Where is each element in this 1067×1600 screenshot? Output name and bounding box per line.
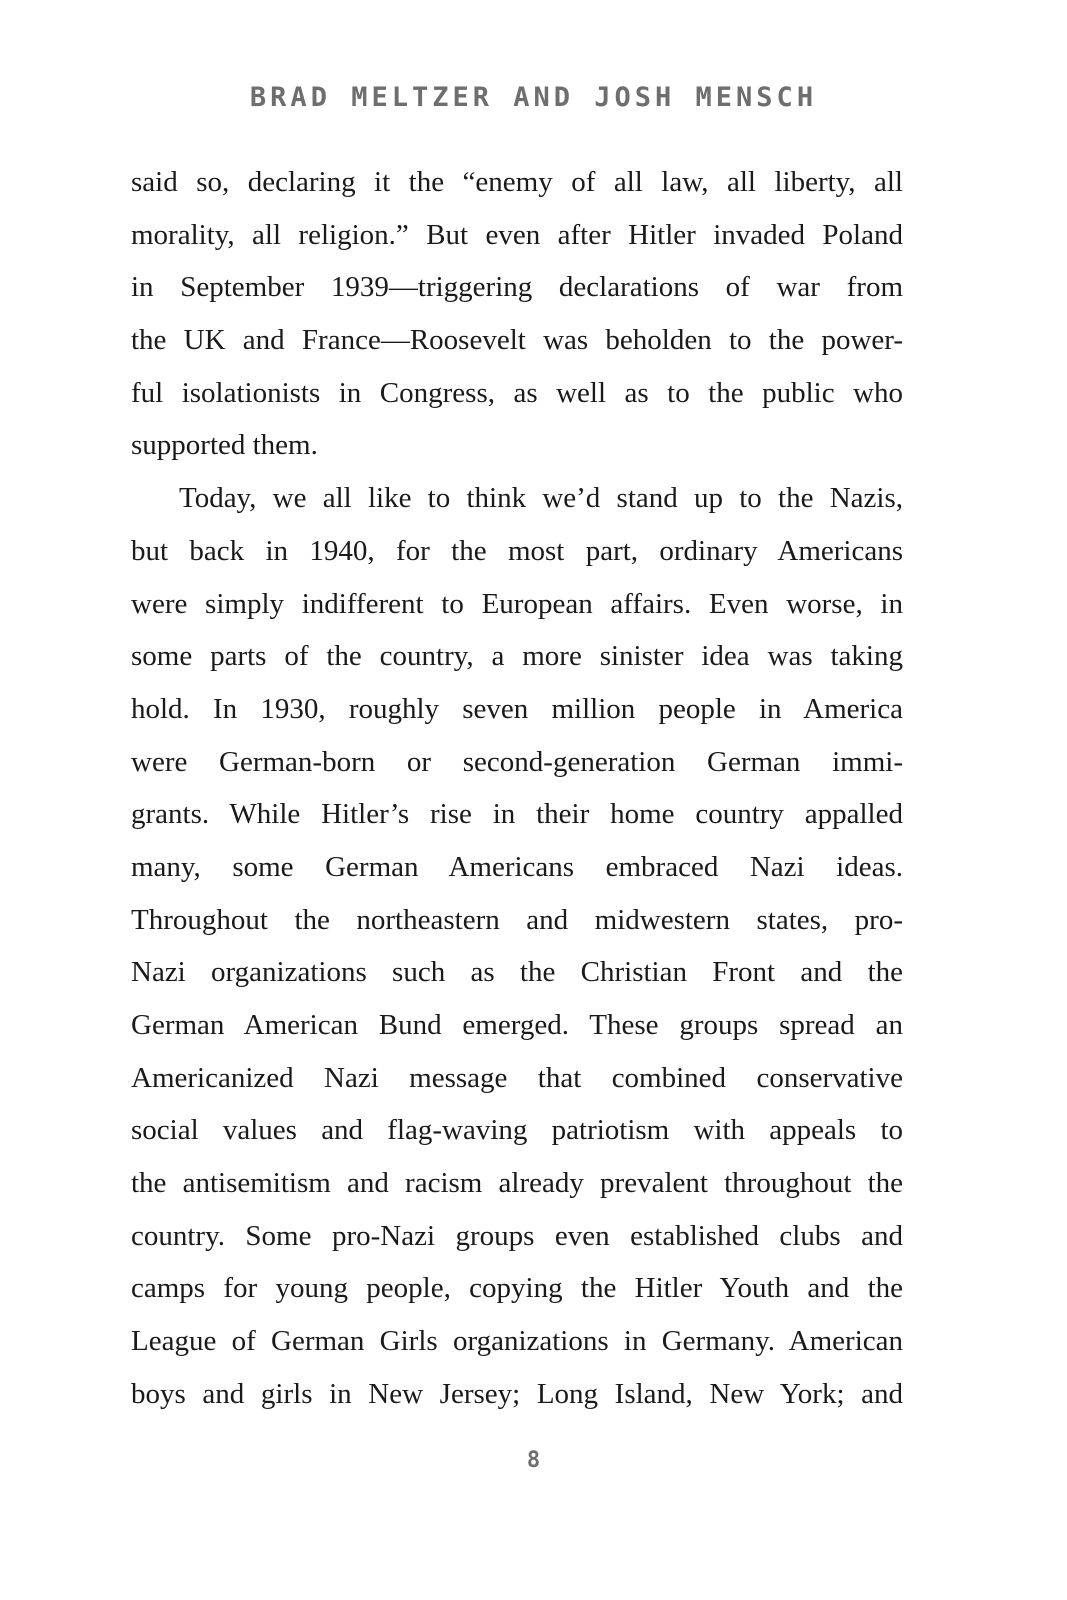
text-line: some parts of the country, a more sinister idea was taking xyxy=(131,640,903,673)
text-line: country. Some pro-Nazi groups even established clubs and xyxy=(131,1219,903,1252)
text-line: grants. While Hitler’s rise in their home country appalled xyxy=(131,798,903,831)
text-line: the antisemitism and racism already prevalent throughout the xyxy=(131,1167,903,1200)
text-line: Americanized Nazi message that combined conservative xyxy=(131,1061,903,1094)
text-line: ful isolationists in Congress, as well as to the public who xyxy=(131,376,903,409)
text-line: supported them. xyxy=(131,429,318,462)
body-text xyxy=(131,156,903,1421)
text-line: camps for young people, copying the Hitler Youth and the xyxy=(131,1272,903,1305)
text-line: Today, we all like to think we’d stand up to the Nazis, xyxy=(179,482,903,515)
text-line: hold. In 1930, roughly seven million people in America xyxy=(131,692,903,725)
text-line: but back in 1940, for the most part, ordinary Americans xyxy=(131,534,903,567)
text-line: many, some German Americans embraced Nazi ideas. xyxy=(131,850,903,883)
text-line: morality, all religion.” But even after Hitler invaded Poland xyxy=(131,218,903,251)
text-line: Throughout the northeastern and midwestern states, pro- xyxy=(131,903,903,936)
text-line: German American Bund emerged. These groups spread an xyxy=(131,1009,903,1041)
text-line: said so, declaring it the “enemy of all law, all liberty, all xyxy=(131,166,903,198)
running-head: BRAD MELTZER AND JOSH MENSCH xyxy=(249,82,818,113)
text-line: Nazi organizations such as the Christian Front and the xyxy=(131,956,903,989)
page-number: 8 xyxy=(526,1448,541,1473)
text-line: social values and flag-waving patriotism with appeals to xyxy=(131,1114,903,1147)
text-line: boys and girls in New Jersey; Long Island, New York; and xyxy=(131,1377,903,1410)
text-line: the UK and France—Roosevelt was beholden to the power- xyxy=(131,324,903,357)
text-line: League of German Girls organizations in Germany. American xyxy=(131,1325,903,1358)
text-line: were German-born or second-generation German immi- xyxy=(131,745,903,778)
text-line: in September 1939—triggering declarations of war from xyxy=(131,271,903,304)
text-line: were simply indifferent to European affairs. Even worse, in xyxy=(131,587,903,620)
